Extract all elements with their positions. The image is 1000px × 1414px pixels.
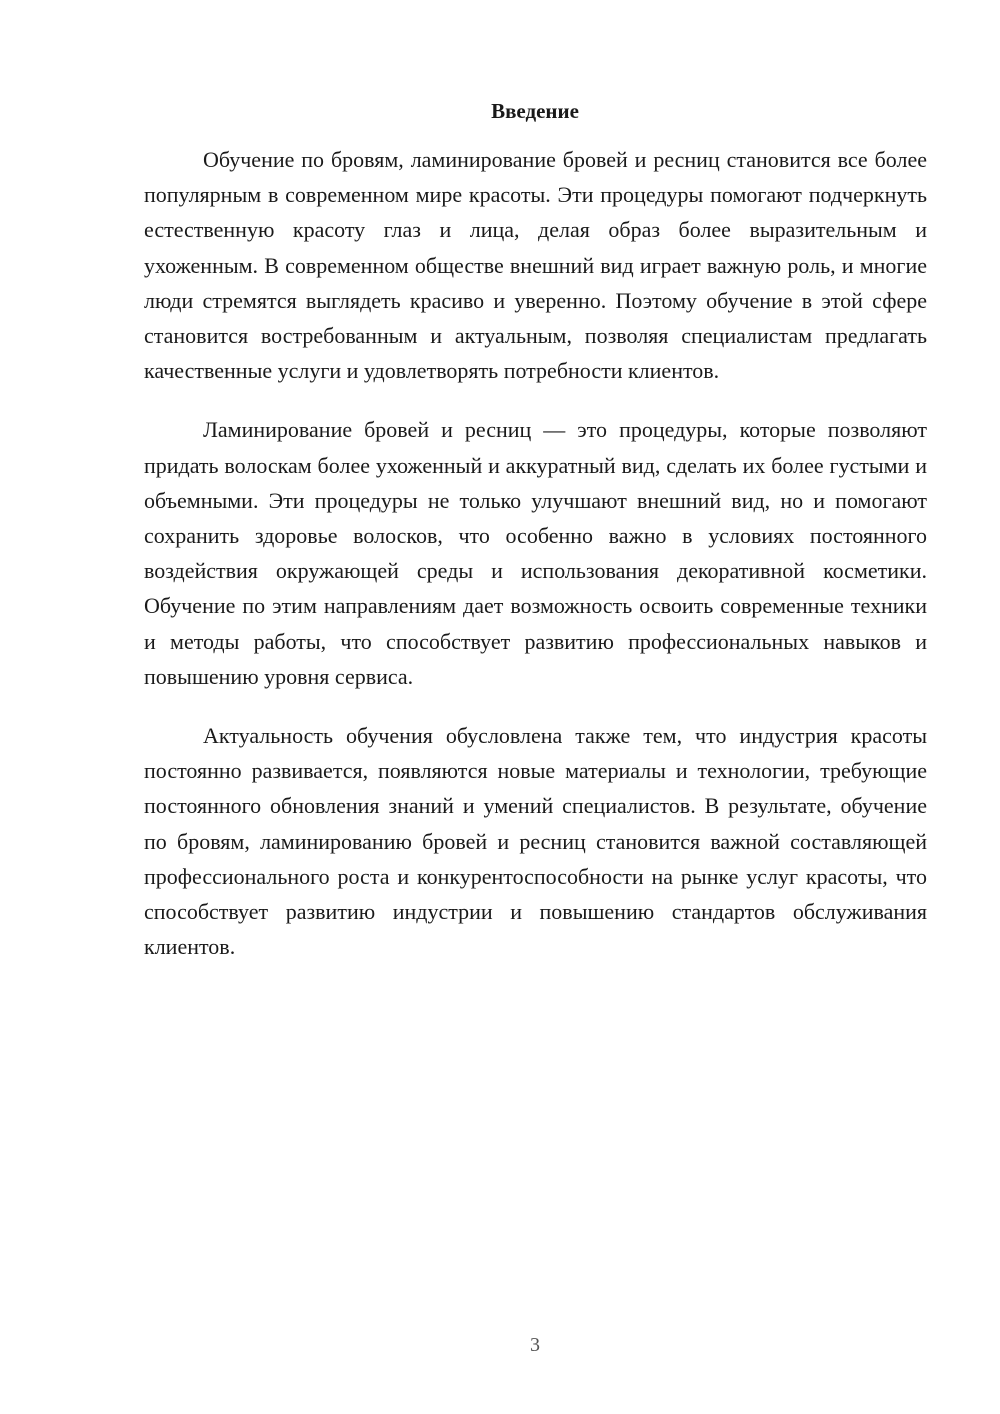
paragraph-3: Актуальность обучения обусловлена также тем, что индустрия красоты постоянно развивается, появляются новые материалы и технологии, требующие постоянного обновления знаний и умений специалистов. В результате, обучение по бровям, ламинированию бровей и ресниц становится важной составляющей профессионального роста и конкурентоспособности на рынке услуг красоты, что способствует развитию индустрии и повышению стандартов обслуживания клиентов. [144,723,927,960]
section-heading: Введение [491,99,579,123]
paragraph-2: Ламинирование бровей и ресниц — это процедуры, которые позволяют придать волоскам более ухоженный и аккуратный вид, сделать их более густыми и объемными. Эти процедуры не только улучшают внешний вид, но и помогают сохранить здоровье волосков, что особенно важно в условиях постоянного воздействия окружающей среды и использования декоративной косметики. Обучение по этим направлениям дает возможность освоить современные техники и методы работы, что способствует развитию профессиональных навыков и повышению уровня сервиса. [144,417,927,689]
paragraph-1: Обучение по бровям, ламинирование бровей и ресниц становится все более популярным в современном мире красоты. Эти процедуры помогают подчеркнуть естественную красоту глаз и лица, делая образ более выразительным и ухоженным. В современном обществе внешний вид играет важную роль, и многие люди стремятся выглядеть красиво и уверенно. Поэтому обучение в этой сфере становится востребованным и актуальным, позволяя специалистам предлагать качественные услуги и удовлетворять потребности клиентов. [144,147,927,384]
page-number: 3 [530,1334,540,1356]
body-text [144,142,927,988]
